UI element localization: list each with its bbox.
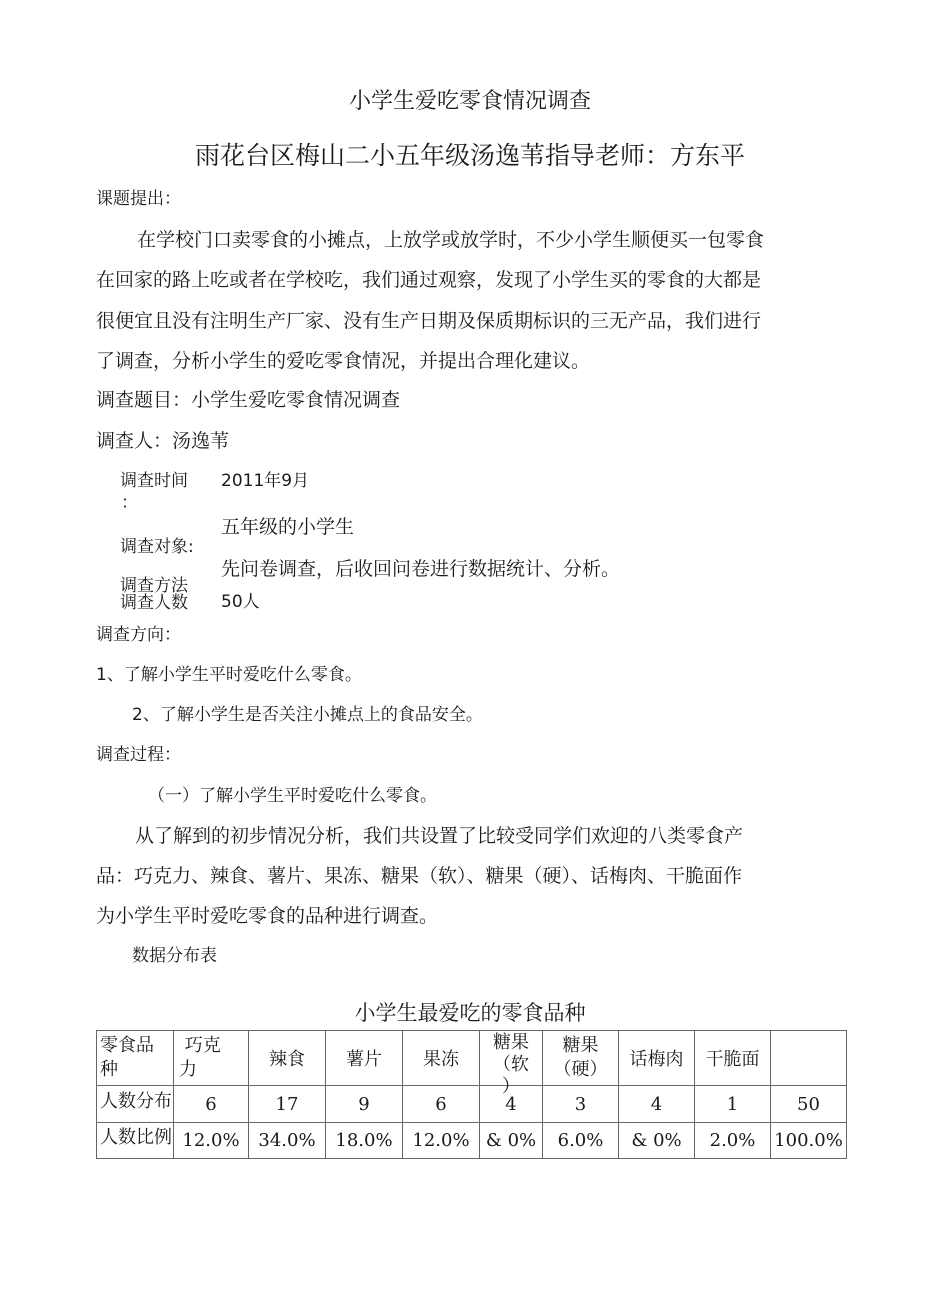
count-cell: 6 (403, 1086, 480, 1123)
row-header-counts (97, 1086, 174, 1123)
row-header-label: 人数分布 (100, 1091, 172, 1112)
header-cell: 糖果 （硬） (543, 1031, 619, 1086)
header-cell (771, 1031, 847, 1086)
survey-title-line: 调查题目：小学生爱吃零食情况调查 (96, 389, 401, 411)
direction-heading: 调查方向： (96, 625, 181, 645)
method-label: 调查方法 (120, 576, 188, 596)
analysis-line-1: 从了解到的初步情况分析，我们共设置了比较受同学们欢迎的八类零食产 (135, 825, 744, 847)
header-cell (619, 1031, 695, 1086)
document-title: 小学生爱吃零食情况调查 (348, 89, 591, 114)
header-cell: 巧克 力 (174, 1031, 249, 1086)
ratio-cell: 18.0% (326, 1123, 403, 1159)
header-cell (326, 1031, 403, 1086)
count-value: 50人 (221, 592, 260, 612)
ratio-cell: 34.0% (249, 1123, 326, 1159)
surveyor-line: 调查人：汤逸苇 (96, 430, 230, 452)
count-cell: 4 (619, 1086, 695, 1123)
count-cell-total: 50 (771, 1086, 847, 1123)
ratio-cell: 12.0% (174, 1123, 249, 1159)
header-label: 果冻 (423, 1049, 459, 1070)
direction-2: 2、了解小学生是否关注小摊点上的食品安全。 (132, 705, 483, 725)
intro-line-3: 很便宜且没有注明生产厂家、没有生产日期及保质期标识的三无产品，我们进行 (96, 310, 762, 332)
table-row-counts (97, 1086, 847, 1123)
intro-line-2: 在回家的路上吃或者在学校吃，我们通过观察，发现了小学生买的零食的大都是 (96, 269, 762, 291)
header-label: 干脆面 (705, 1049, 760, 1070)
row-header-ratios (97, 1123, 174, 1159)
ratio-cell: 2.0% (695, 1123, 771, 1159)
document-subtitle: 雨花台区梅山二小五年级汤逸苇指导老师：方东平 (194, 141, 745, 170)
ratio-cell-total: 100.0% (771, 1123, 847, 1159)
snack-table (96, 1030, 847, 1159)
table-header-row (97, 1031, 847, 1086)
ratio-cell: 12.0% (403, 1123, 480, 1159)
section-1-heading: （一）了解小学生平时爱吃什么零食。 (148, 786, 437, 806)
count-cell: 1 (695, 1086, 771, 1123)
count-label: 调查人数 (120, 593, 188, 613)
process-heading: 调查过程： (96, 745, 181, 765)
header-cell: 零食品 种 (97, 1031, 174, 1086)
topic-heading: 课题提出： (96, 189, 181, 209)
time-value: 2011年9月 (221, 471, 310, 491)
header-cell (249, 1031, 326, 1086)
intro-line-4: 了调查，分析小学生的爱吃零食情况，并提出合理化建议。 (96, 350, 591, 372)
count-cell: 6 (174, 1086, 249, 1123)
header-label: 话梅肉 (629, 1049, 684, 1070)
header-label: 辣食 (269, 1049, 305, 1070)
header-label: 薯片 (346, 1049, 382, 1070)
time-label-colon: ： (121, 493, 138, 513)
analysis-line-3: 为小学生平时爱吃零食的品种进行调查。 (96, 905, 439, 927)
method-label-clip (120, 575, 210, 596)
count-cell: 4 (480, 1086, 543, 1123)
count-cell: 3 (543, 1086, 619, 1123)
object-value: 五年级的小学生 (221, 516, 355, 538)
header-cell (403, 1031, 480, 1086)
table-row-ratios (97, 1123, 847, 1159)
row-header-label: 人数比例 (100, 1127, 172, 1148)
table-title: 小学生最爱吃的零食品种 (354, 1001, 586, 1025)
ratio-cell: 6.0% (543, 1123, 619, 1159)
ratio-cell: & 0% (619, 1123, 695, 1159)
time-label: 调查时间 (120, 471, 188, 491)
method-value: 先问卷调查，后收回问卷进行数据统计、分析。 (221, 558, 621, 580)
direction-1: 1、了解小学生平时爱吃什么零食。 (96, 665, 362, 685)
analysis-line-2: 品：巧克力、辣食、薯片、果冻、糖果（软）、糖果（硬）、话梅肉、干脆面作 (96, 865, 743, 887)
count-cell: 17 (249, 1086, 326, 1123)
table-caption: 数据分布表 (132, 946, 217, 966)
object-label: 调查对象: (120, 537, 194, 557)
ratio-cell: & 0% (480, 1123, 543, 1159)
count-cell: 9 (326, 1086, 403, 1123)
header-cell: 糖果 （软 ） (480, 1031, 543, 1086)
header-cell (695, 1031, 771, 1086)
intro-line-1: 在学校门口卖零食的小摊点，上放学或放学时，不少小学生顺便买一包零食 (137, 229, 765, 251)
